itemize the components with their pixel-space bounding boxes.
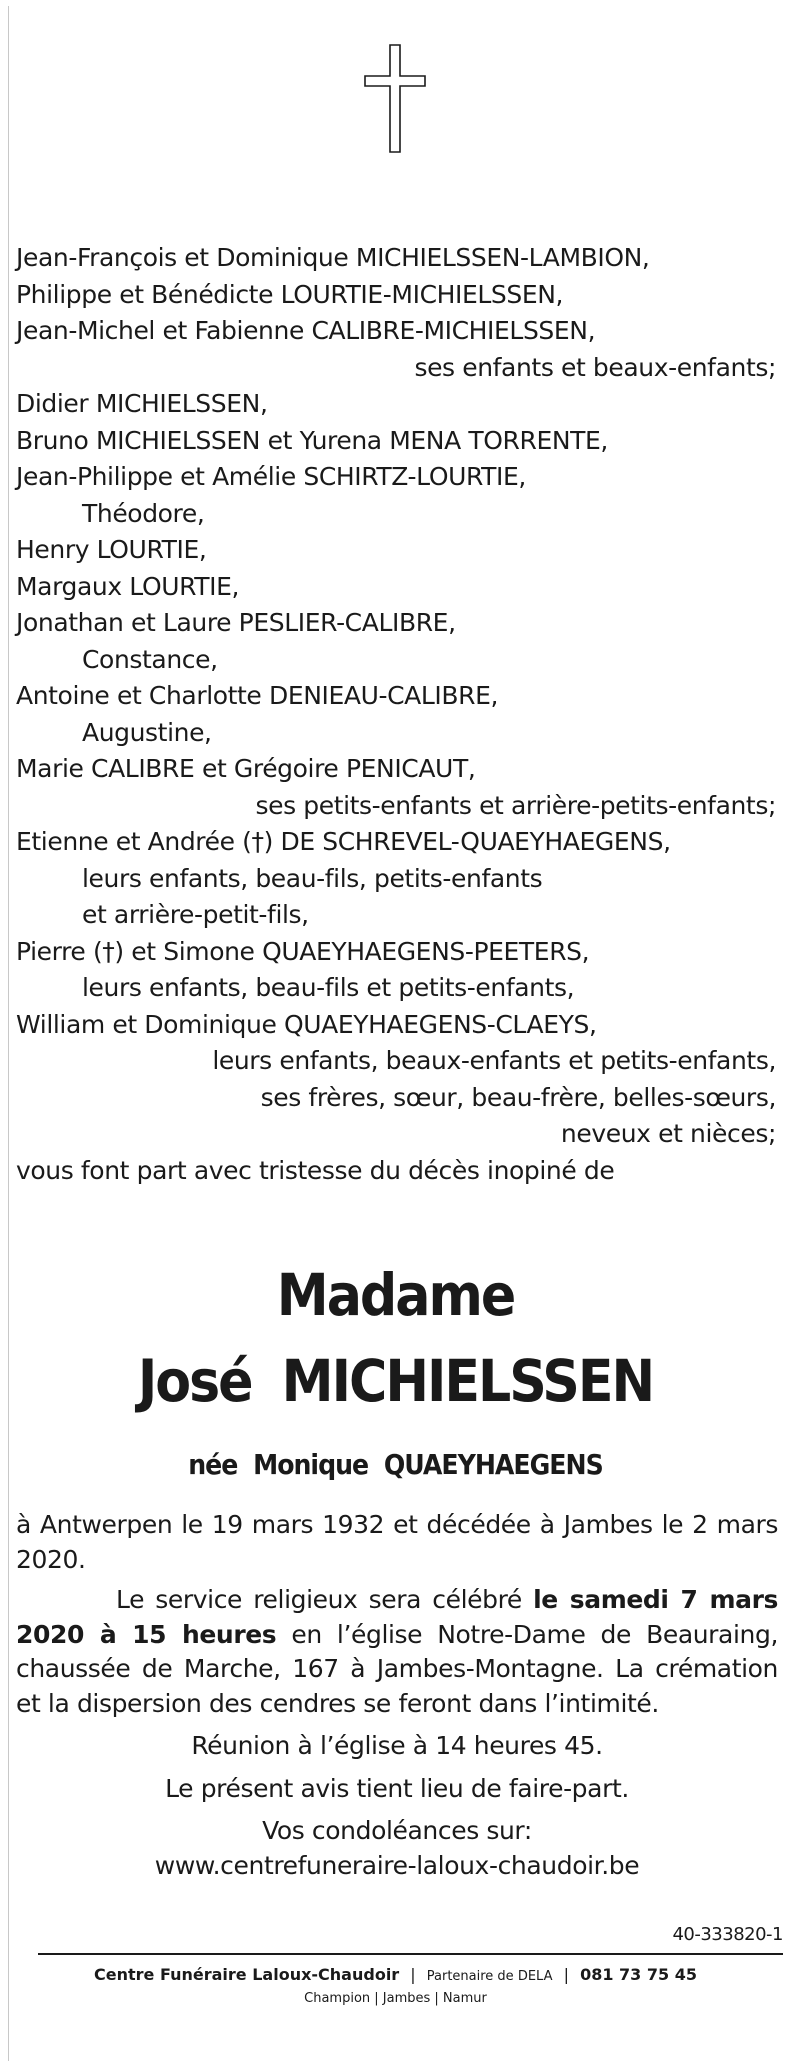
relatives-list — [16, 240, 776, 1189]
relatives-line: Bruno MICHIELSSEN et Yurena MENA TORRENTE, — [16, 425, 608, 455]
reference-number: 40-333820-1 — [672, 1924, 783, 1945]
relatives-line: Pierre (†) et Simone QUAEYHAEGENS-PEETERS, — [16, 936, 590, 966]
service-date: le samedi 7 mars 2020 à 15 heures — [16, 1585, 779, 1649]
relatives-line: Etienne et Andrée (†) DE SCHREVEL-QUAEYHAEGENS, — [16, 827, 671, 856]
relatives-line: Henry LOURTIE, — [16, 535, 207, 564]
separator: | — [410, 1965, 416, 1984]
relatives-line: Margaux LOURTIE, — [16, 571, 240, 601]
relatives-line: Antoine et Charlotte DENIEAU-CALIBRE, — [16, 681, 499, 710]
relatives-line: Jonathan et Laure PESLIER-CALIBRE, — [16, 608, 456, 637]
deceased-title: Madame — [276, 1261, 515, 1329]
relatives-line: Jean-Philippe et Amélie SCHIRTZ-LOURTIE, — [16, 462, 526, 491]
relatives-line: ses frères, sœur, beau-frère, belles-sœurs, — [260, 1082, 776, 1112]
obituary-notice — [8, 6, 783, 2061]
notice-details — [16, 1508, 778, 1883]
locations-text: Champion | Jambes | Namur — [304, 1991, 487, 2006]
condolences-link[interactable]: www.centrefuneraire-laloux-chaudoir.be — [154, 1850, 640, 1880]
relatives-line: leurs enfants, beaux-enfants et petits-enfants, — [212, 1046, 776, 1075]
relatives-line: Didier MICHIELSSEN, — [16, 389, 268, 418]
relatives-line: leurs enfants, beau-fils, petits-enfants — [82, 863, 543, 893]
relatives-line: ses petits-enfants et arrière-petits-enfants; — [255, 790, 776, 820]
separator: | — [563, 1965, 569, 1984]
service-text-pre: Le service religieux sera célébré — [116, 1585, 534, 1614]
relatives-line: Jean-Michel et Fabienne CALIBRE-MICHIELSSEN, — [16, 316, 596, 345]
relatives-line: Marie CALIBRE et Grégoire PENICAUT, — [16, 754, 476, 783]
relatives-line: Théodore, — [82, 498, 205, 528]
notice-text: Le présent avis tient lieu de faire-part. — [165, 1773, 629, 1803]
relatives-line: neveux et nièces; — [560, 1119, 776, 1148]
relatives-line: leurs enfants, beau-fils et petits-enfants, — [82, 973, 575, 1002]
deceased-born-name: née Monique QUAEYHAEGENS — [188, 1448, 603, 1481]
meeting-text: Réunion à l’église à 14 heures 45. — [191, 1731, 603, 1760]
relatives-line: et arrière-petit-fils, — [82, 900, 309, 929]
relatives-line: Jean-François et Dominique MICHIELSSEN-LAMBION, — [16, 243, 650, 272]
birth-death-text: à Antwerpen le 19 mars 1932 et décédée à Jambes le 2 mars 2020. — [16, 1510, 778, 1574]
relatives-line: vous font part avec tristesse du décès inopiné de — [16, 1155, 615, 1185]
service-text — [16, 1583, 778, 1721]
relatives-line: Philippe et Bénédicte LOURTIE-MICHIELSSEN, — [16, 279, 564, 309]
funeral-home-footer — [8, 1964, 783, 2010]
service-text-post: en l’église Notre-Dame de Beauraing, chaussée de Marche, 167 à Jambes-Montagne. La crémation et la dispersion des cendres se feront dans l’intimité. — [16, 1619, 778, 1718]
relatives-line: Constance, — [82, 644, 218, 674]
company-name: Centre Funéraire Laloux-Chaudoir — [94, 1965, 400, 1984]
relatives-line: William et Dominique QUAEYHAEGENS-CLAEYS, — [16, 1009, 597, 1039]
relatives-line: ses enfants et beaux-enfants; — [414, 352, 776, 382]
cross-icon — [364, 44, 426, 153]
deceased-name: José MICHIELSSEN — [137, 1347, 654, 1415]
condolences-label: Vos condoléances sur: — [262, 1816, 532, 1845]
partner-text: Partenaire de DELA — [426, 1969, 553, 1984]
relatives-line: Augustine, — [82, 717, 212, 747]
footer-divider — [38, 1953, 783, 1955]
phone-number: 081 73 75 45 — [580, 1965, 697, 1984]
